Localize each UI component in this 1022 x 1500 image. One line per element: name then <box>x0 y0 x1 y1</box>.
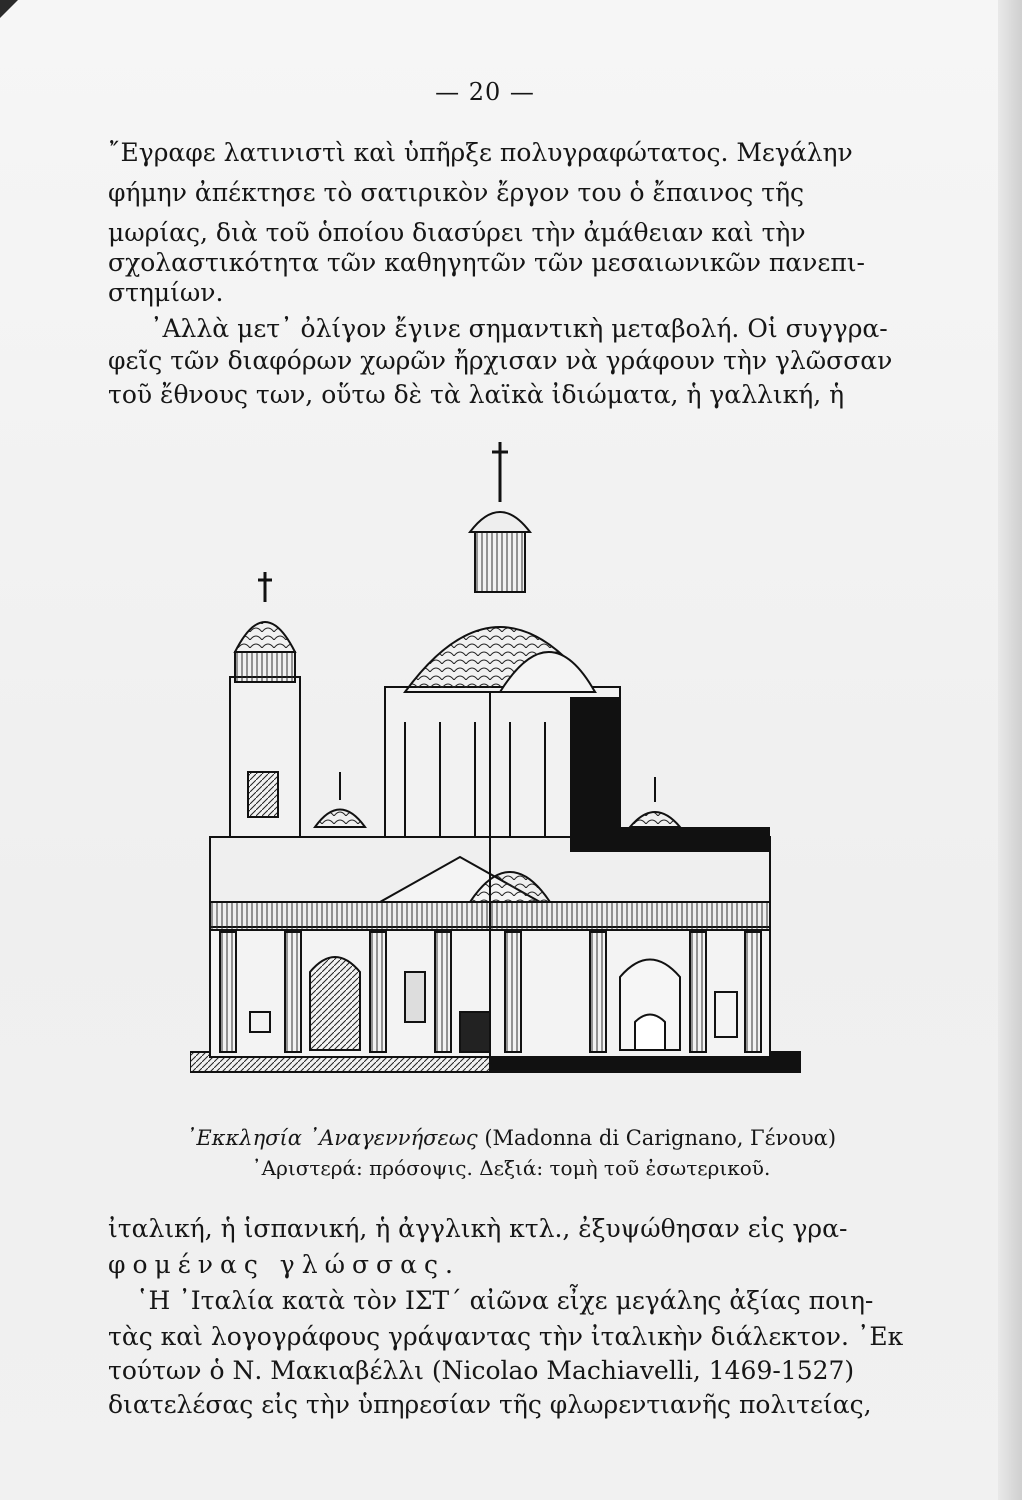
figure-caption-subtitle: (Madonna di Carignano, Γένουα) <box>477 1126 837 1150</box>
text-line: μωρίας, διὰ τοῦ ὁποίου διασύρει τὴν ἀμάθειαν καὶ τὴν <box>108 218 806 247</box>
text-line: φεῖς τῶν διαφόρων χωρῶν ἤρχισαν νὰ γράφουν τὴν γλῶσσαν <box>108 346 893 375</box>
text-line: ἰταλική, ἡ ἱσπανική, ἡ ἀγγλικὴ κτλ., ἐξυψώθησαν εἰς γρα- <box>108 1214 848 1243</box>
text-line: ᾿Αλλὰ μετ᾽ ὀλίγον ἔγινε σημαντικὴ μεταβολή. Οἱ συγγρα- <box>150 314 888 343</box>
text-line: ῎Εγραφε λατινιστὶ καὶ ὑπῆρξε πολυγραφώτατος. Μεγάλην <box>108 138 853 167</box>
text-line: τούτων ὁ Ν. Μακιαβέλλι (Nicolao Machiavelli, 1469-1527) <box>108 1356 855 1385</box>
page-edge <box>998 0 1022 1500</box>
text-line: διατελέσας εἰς τὴν ὑπηρεσίαν τῆς φλωρεντιανῆς πολιτείας, <box>108 1390 872 1419</box>
text-line: σχολαστικότητα τῶν καθηγητῶν τῶν μεσαιωνικῶν πανεπι- <box>108 248 866 277</box>
figure-caption-line2: ᾿Αριστερά: πρόσοψις. Δεξιά: τομὴ τοῦ ἐσωτερικοῦ. <box>251 1156 771 1180</box>
text-line: στημίων. <box>108 278 224 307</box>
text-line: φήμην ἀπέκτησε τὸ σατιρικὸν ἔργον του ὁ ἔπαινος τῆς <box>108 178 805 207</box>
church-illustration <box>190 432 810 1102</box>
text-line: τὰς καὶ λογογράφους γράψαντας τὴν ἰταλικὴν διάλεκτον. ᾿Εκ <box>108 1322 904 1351</box>
figure-caption-line1 <box>0 1124 1022 1152</box>
text-line: φομένας γλώσσας. <box>108 1250 460 1279</box>
text-line: τοῦ ἔθνους των, οὕτω δὲ τὰ λαϊκὰ ἰδιώματα, ἡ γαλλική, ἡ <box>108 380 845 409</box>
text-line: ῾Η ᾿Ιταλία κατὰ τὸν ΙΣΤ΄ αἰῶνα εἶχε μεγάλης ἀξίας ποιη- <box>136 1286 874 1315</box>
page-corner-shadow <box>0 0 18 18</box>
page-number: — 20 — <box>435 78 535 106</box>
figure-caption-title: ᾿Εκκλησία ᾿Αναγεννήσεως <box>185 1126 478 1150</box>
